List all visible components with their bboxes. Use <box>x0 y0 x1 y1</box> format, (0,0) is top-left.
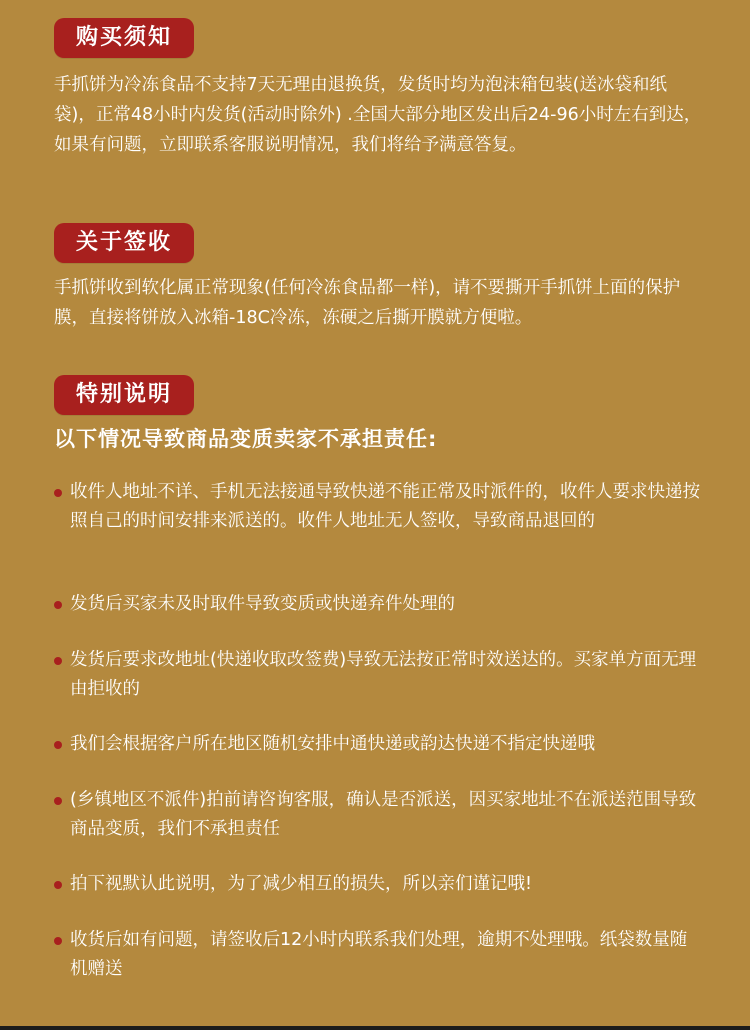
list-item-text: 发货后要求改地址(快递收取改签费)导致无法按正常时效送达的。买家单方面无理由拒收的 <box>70 650 697 699</box>
list-item-text: (乡镇地区不派件)拍前请咨询客服，确认是否派送，因买家地址不在派送范围导致商品变质，我们不承担责任 <box>70 790 697 839</box>
receipt-text: 手抓饼收到软化属正常现象(任何冷冻食品都一样)，请不要撕开手抓饼上面的保护膜，直接将饼放入冰箱-18C冷冻，冻硬之后撕开膜就方便啦。 <box>54 278 681 328</box>
special-notes-subheading: 以下情况导致商品变质卖家不承担责任: <box>54 427 438 451</box>
list-item-text: 收货后如有问题，请签收后12小时内联系我们处理，逾期不处理哦。纸袋数量随机赠送 <box>70 930 688 979</box>
bottom-divider <box>0 1026 750 1030</box>
special-notes-badge: 特别说明 <box>54 375 194 415</box>
list-item-text: 我们会根据客户所在地区随机安排中通快递或韵达快递不指定快递哦 <box>70 734 595 754</box>
list-item <box>54 870 704 899</box>
bullet-dot-icon <box>54 489 62 497</box>
list-item-text: 收件人地址不详、手机无法接通导致快递不能正常及时派件的，收件人要求快递按照自己的时间安排来派送的。收件人地址无人签收，导致商品退回的 <box>70 482 700 531</box>
list-item <box>54 786 704 844</box>
list-item <box>54 646 704 704</box>
purchase-notice-text: 手抓饼为冷冻食品不支持7天无理由退换货，发货时均为泡沫箱包装(送冰袋和纸袋)，正常48小时内发货(活动时除外) .全国大部分地区发出后24-96小时左右到达，如果有问题，立即联系客服说明情况，我们将给予满意答复。 <box>54 75 702 155</box>
list-item <box>54 590 704 619</box>
list-item-text: 发货后买家未及时取件导致变质或快递弃件处理的 <box>70 594 455 614</box>
bullet-dot-icon <box>54 601 62 609</box>
list-item <box>54 926 704 984</box>
receipt-badge: 关于签收 <box>54 223 194 263</box>
bullet-dot-icon <box>54 741 62 749</box>
bullet-dot-icon <box>54 881 62 889</box>
bullet-dot-icon <box>54 937 62 945</box>
bullet-dot-icon <box>54 797 62 805</box>
purchase-notice-badge: 购买须知 <box>54 18 194 58</box>
list-item <box>54 478 704 536</box>
list-item-text: 拍下视默认此说明，为了减少相互的损失，所以亲们谨记哦! <box>70 874 533 894</box>
bullet-dot-icon <box>54 657 62 665</box>
list-item <box>54 730 704 759</box>
